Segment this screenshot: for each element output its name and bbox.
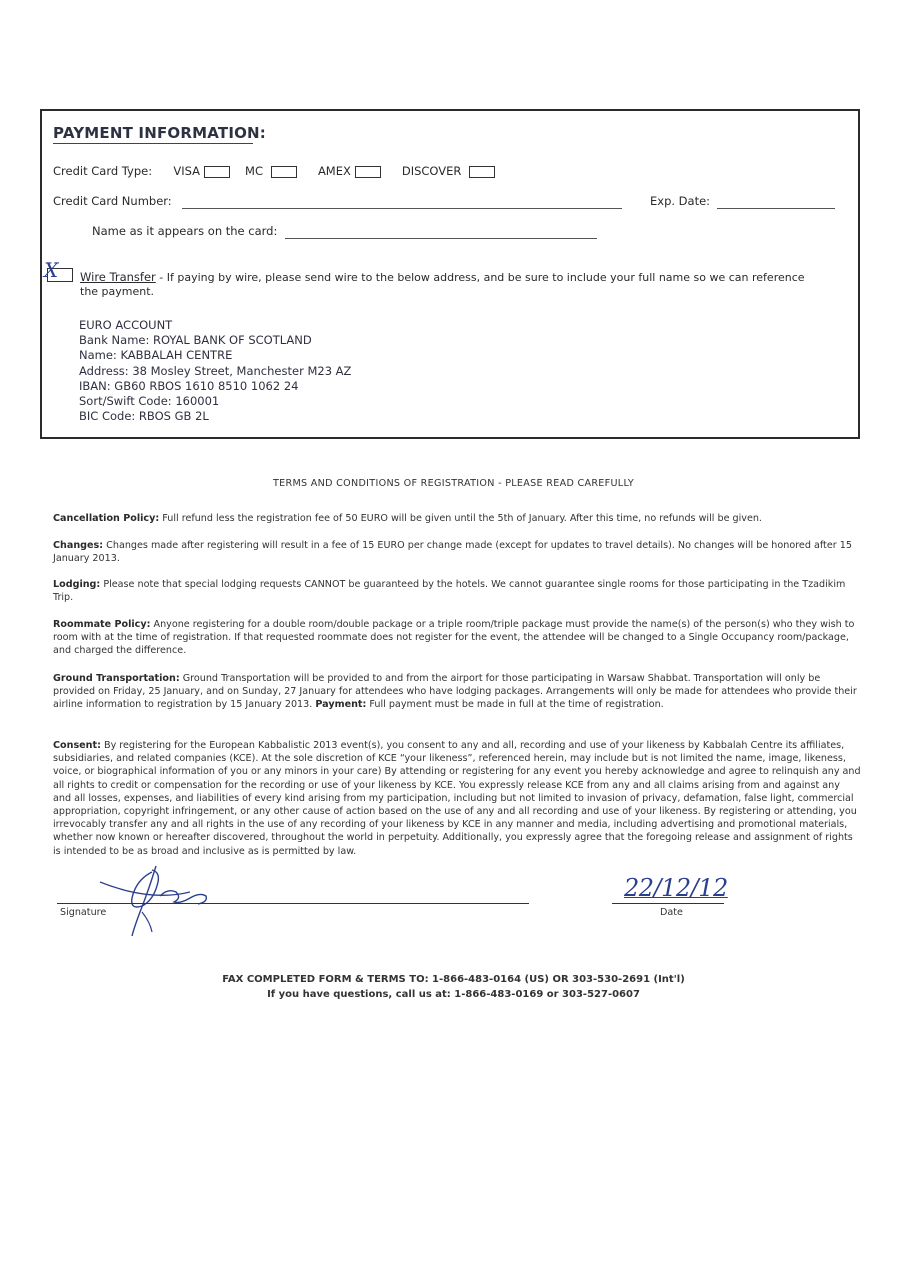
ground-label: Ground Transportation: — [53, 673, 180, 684]
account-line: Address: 38 Mosley Street, Manchester M23 AZ — [79, 363, 352, 378]
wire-check-mark: X — [41, 258, 61, 282]
card-name-field[interactable] — [285, 238, 597, 239]
lodging-policy — [53, 578, 861, 604]
consent-label: Consent: — [53, 740, 101, 751]
roommate-policy — [53, 618, 861, 658]
card-type-discover-label: DISCOVER — [401, 164, 462, 178]
account-line: Name: KABBALAH CENTRE — [79, 348, 233, 363]
account-line: Bank Name: ROYAL BANK OF SCOTLAND — [79, 333, 312, 348]
wire-transfer-text-continued: the payment. — [80, 285, 155, 298]
bank-account-details — [79, 318, 351, 424]
card-type-row — [53, 164, 495, 178]
card-name-label: Name as it appears on the card: — [92, 224, 278, 238]
consent-policy — [53, 739, 861, 858]
changes-policy — [53, 539, 861, 565]
payment-title: PAYMENT INFORMATION: — [53, 124, 267, 142]
visa-checkbox[interactable] — [204, 166, 230, 178]
roommate-label: Roommate Policy: — [53, 619, 151, 630]
handwritten-signature — [90, 852, 240, 940]
card-number-field[interactable] — [182, 208, 622, 209]
roommate-text: Anyone registering for a double room/double package or a triple room/triple package must provide the name(s) of the person(s) who they wish to room with at the time of registration. If that requested roommate does not register for the event, the attendee will be changed to a Single Occupancy room/package, and charged the difference. — [53, 619, 855, 657]
mc-checkbox[interactable] — [271, 166, 297, 178]
payment-text: Full payment must be made in full at the time of registration. — [366, 699, 664, 711]
terms-title: TERMS AND CONDITIONS OF REGISTRATION - PLEASE READ CAREFULLY — [272, 478, 634, 489]
wire-transfer-line — [80, 270, 860, 285]
cancellation-text: Full refund less the registration fee of 50 EURO will be given until the 5th of January. After this time, no refunds will be given. — [159, 513, 762, 524]
questions-contact: If you have questions, call us at: 1-866-483-0169 or 303-527-0607 — [267, 989, 640, 1000]
changes-label: Changes: — [53, 540, 104, 551]
cancellation-label: Cancellation Policy: — [53, 513, 160, 524]
payment-label: Payment: — [315, 699, 367, 711]
fax-instructions: FAX COMPLETED FORM & TERMS TO: 1-866-483-0164 (US) OR 303-530-2691 (Int'l) — [222, 974, 685, 985]
discover-checkbox[interactable] — [469, 166, 495, 178]
signature-label: Signature — [60, 907, 107, 918]
card-type-amex-label: AMEX — [317, 164, 351, 178]
card-type-label: Credit Card Type: — [53, 164, 153, 178]
account-line: Sort/Swift Code: 160001 — [79, 394, 220, 409]
cancellation-policy — [53, 512, 861, 525]
date-line[interactable] — [612, 903, 724, 904]
ground-transportation-policy — [53, 672, 861, 712]
card-number-label: Credit Card Number: — [53, 194, 172, 208]
account-line: IBAN: GB60 RBOS 1610 8510 1062 24 — [79, 378, 299, 393]
wire-transfer-text: - If paying by wire, please send wire to the below address, and be sure to include your full name so we can reference — [155, 271, 805, 284]
card-type-mc-label: MC — [245, 164, 263, 178]
ground-text: Ground Transportation will be provided to and from the airport for those participating in Warsaw Shabbat. Transportation will only be provided on Friday, 25 January, and on Sunday, 27 January for attendees who have lodging packages. Arrangements will only be made for attendees who provide their airline information to registration by 15 January 2013. — [53, 673, 857, 711]
exp-date-label: Exp. Date: — [650, 194, 711, 208]
lodging-label: Lodging: — [53, 579, 101, 590]
exp-date-field[interactable] — [717, 208, 835, 209]
lodging-text: Please note that special lodging requests CANNOT be guaranteed by the hotels. We cannot guarantee single rooms for those participating in the Tzadikim Trip. — [53, 579, 846, 604]
account-line: EURO ACCOUNT — [79, 318, 173, 332]
date-label: Date — [660, 907, 683, 918]
title-underline — [53, 143, 253, 144]
consent-text: By registering for the European Kabbalistic 2013 event(s), you consent to any and all, recording and use of your likeness by Kabbalah Centre its affiliates, subsidiaries, and related companies (KCE). At the sole discretion of KCE “your likeness”, referenced herein, may include but is not limited the name, image, likeness, voice, or biographical information of you or any minors in your care) By attending or registering for any event you hereby acknowledge and agree to relinquish any and all rights to credit or compensation for the recording or use of your likeness by KCE. You expressly release KCE from any and all claims arising from and against any and all losses, expenses, and liabilities of every kind arising from my participation, including but not limited to invasion of privacy, defamation, false light, commercial appropriation, copyright infringement, or any other cause of action based on the use of any and all recording and use of your likeness. By registering or attending, you irrevocably transfer any and all rights in the use of any recording of your likeness by KCE in any manner and media, including advertising and promotional materials, whether now known or hereafter discovered, throughout the world in perpetuity. Additionally, you expressly agree that the foregoing release and assignment of rights is intended to be as broad and inclusive as is permitted by law. — [53, 740, 861, 857]
wire-transfer-label: Wire Transfer — [80, 270, 156, 284]
handwritten-date: 22/12/12 — [624, 874, 728, 902]
account-line: BIC Code: RBOS GB 2L — [79, 409, 209, 424]
changes-text: Changes made after registering will result in a fee of 15 EURO per change made (except for updates to travel details). No changes will be honored after 15 January 2013. — [53, 540, 852, 565]
card-type-visa-label: VISA — [173, 164, 201, 178]
amex-checkbox[interactable] — [355, 166, 381, 178]
signature-line[interactable] — [57, 903, 529, 904]
